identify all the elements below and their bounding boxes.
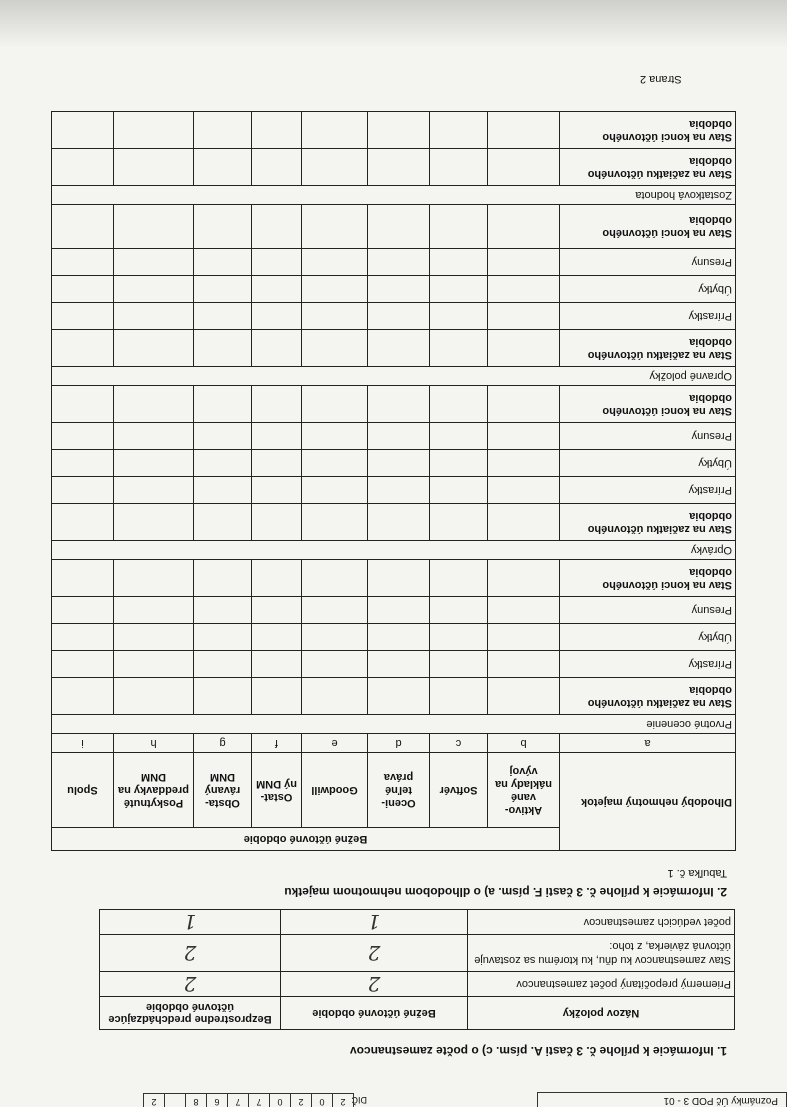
- col-header: Oceni- teľné práva: [368, 753, 430, 828]
- table-row: [51, 303, 735, 330]
- row-label: Stav na začiatku účtovného obdobia: [560, 330, 736, 367]
- handwritten-value: 2: [100, 972, 281, 997]
- group-allowance: Opravné položky: [51, 367, 735, 386]
- form-code: Poznámky Úč POD 3 - 01: [663, 1095, 778, 1106]
- col-header: Poskytnuté preddavky na DNM: [114, 753, 194, 828]
- dic-digit: 0: [311, 1093, 333, 1107]
- table-row: [100, 910, 735, 935]
- col-header-current: Bežné účtovné obdobie: [281, 997, 468, 1030]
- table-row: [51, 249, 735, 276]
- col-header: Obsta- rávaný DNM: [194, 753, 252, 828]
- group-cost: Prvotné ocenenie: [51, 715, 735, 734]
- handwritten-value: 1: [100, 910, 281, 935]
- dic-digit: 6: [206, 1093, 228, 1107]
- row-label: Stav na konci účtovného obdobia: [560, 112, 736, 149]
- row-label: Presuny: [560, 249, 736, 276]
- table-row: [51, 560, 735, 597]
- row-label: Prírastky: [560, 303, 736, 330]
- row-label: Stav na konci účtovného obdobia: [560, 386, 736, 423]
- handwritten-value: 2: [100, 935, 281, 972]
- dic-digit: 7: [227, 1093, 249, 1107]
- row-label: Úbytky: [560, 450, 736, 477]
- scan-edge-shadow: [0, 0, 787, 48]
- col-letter: g: [194, 734, 252, 753]
- table-row: [51, 450, 735, 477]
- table-row: [51, 477, 735, 504]
- group-adjust: Oprávky: [51, 541, 735, 560]
- table-row: [51, 149, 735, 186]
- col-letter: a: [560, 734, 736, 753]
- page-number: Strana 2: [640, 73, 682, 85]
- row-label: Úbytky: [560, 276, 736, 303]
- table-caption: Tabuľka č. 1: [667, 867, 727, 879]
- row-label: Stav na konci účtovného obdobia: [560, 560, 736, 597]
- group-residual: Zostatková hodnota: [51, 186, 735, 205]
- employee-count-table: [99, 909, 735, 1030]
- col-header: Ostat- ný DNM: [252, 753, 302, 828]
- col-header: Aktivo- vané náklady na vývoj: [488, 753, 560, 828]
- table-row: [51, 624, 735, 651]
- intangible-assets-table: [51, 111, 736, 851]
- table-row: [51, 276, 735, 303]
- dic-digit: 0: [269, 1093, 291, 1107]
- col-header: Goodwill: [302, 753, 368, 828]
- table-row: [100, 935, 735, 972]
- dic-label: DIČ: [351, 1095, 367, 1105]
- table-row: [51, 423, 735, 450]
- row-label: Úbytky: [560, 624, 736, 651]
- item-header: Dlhodobý nehmotný majetok: [560, 753, 736, 851]
- table-row: [51, 504, 735, 541]
- section2-title: 2. Informácie k prílohe č. 3 časti F. písm. a) o dlhodobom nehmotnom majetku: [284, 885, 727, 899]
- table-row: [51, 112, 735, 149]
- row-label: Stav zamestnancov ku dňu, ku ktorému sa zostavuje účtovná závierka, z toho:: [468, 935, 735, 972]
- table-row: [51, 205, 735, 249]
- handwritten-value: 2: [281, 935, 468, 972]
- dic-digit: 8: [185, 1093, 207, 1107]
- row-label: Presuny: [560, 597, 736, 624]
- col-letter: b: [488, 734, 560, 753]
- col-letter: f: [252, 734, 302, 753]
- dic-digit: 7: [248, 1093, 270, 1107]
- form-header-label: [537, 1092, 787, 1107]
- col-letter: d: [368, 734, 430, 753]
- row-label: Stav na začiatku účtovného obdobia: [560, 149, 736, 186]
- row-label: Prírastky: [560, 651, 736, 678]
- col-letter: c: [430, 734, 488, 753]
- table-row: [100, 972, 735, 997]
- table-row: [51, 386, 735, 423]
- handwritten-value: 2: [281, 972, 468, 997]
- dic-digit: 2: [332, 1093, 354, 1107]
- table-row: [51, 651, 735, 678]
- row-label: počet vedúcich zamestnancov: [468, 910, 735, 935]
- col-header-item: Názov položky: [468, 997, 735, 1030]
- table-row: [51, 330, 735, 367]
- dic-digit: 2: [143, 1093, 165, 1107]
- dic-digit: [164, 1093, 186, 1107]
- dic-boxes: [143, 1093, 353, 1107]
- row-label: Prírastky: [560, 477, 736, 504]
- dic-digit: 2: [290, 1093, 312, 1107]
- col-letter: h: [114, 734, 194, 753]
- section1-title: 1. Informácie k prílohe č. 3 časti A. písm. c) o počte zamestnancov: [349, 1044, 727, 1058]
- row-label: Presuny: [560, 423, 736, 450]
- col-letter: e: [302, 734, 368, 753]
- row-label: Stav na začiatku účtovného obdobia: [560, 678, 736, 715]
- table-row: [51, 597, 735, 624]
- row-label: Stav na konci účtovného obdobia: [560, 205, 736, 249]
- row-label: Stav na začiatku účtovného obdobia: [560, 504, 736, 541]
- col-header: Softvér: [430, 753, 488, 828]
- handwritten-value: 1: [281, 910, 468, 935]
- col-header-previous: Bezprostredne predchádzajúce účtovné obdobie: [100, 997, 281, 1030]
- period-header: Bežné účtovné obdobie: [51, 828, 559, 851]
- row-label: Priemerný prepočítaný počet zamestnancov: [468, 972, 735, 997]
- col-header: Spolu: [51, 753, 113, 828]
- col-letter: i: [51, 734, 113, 753]
- table-row: [51, 678, 735, 715]
